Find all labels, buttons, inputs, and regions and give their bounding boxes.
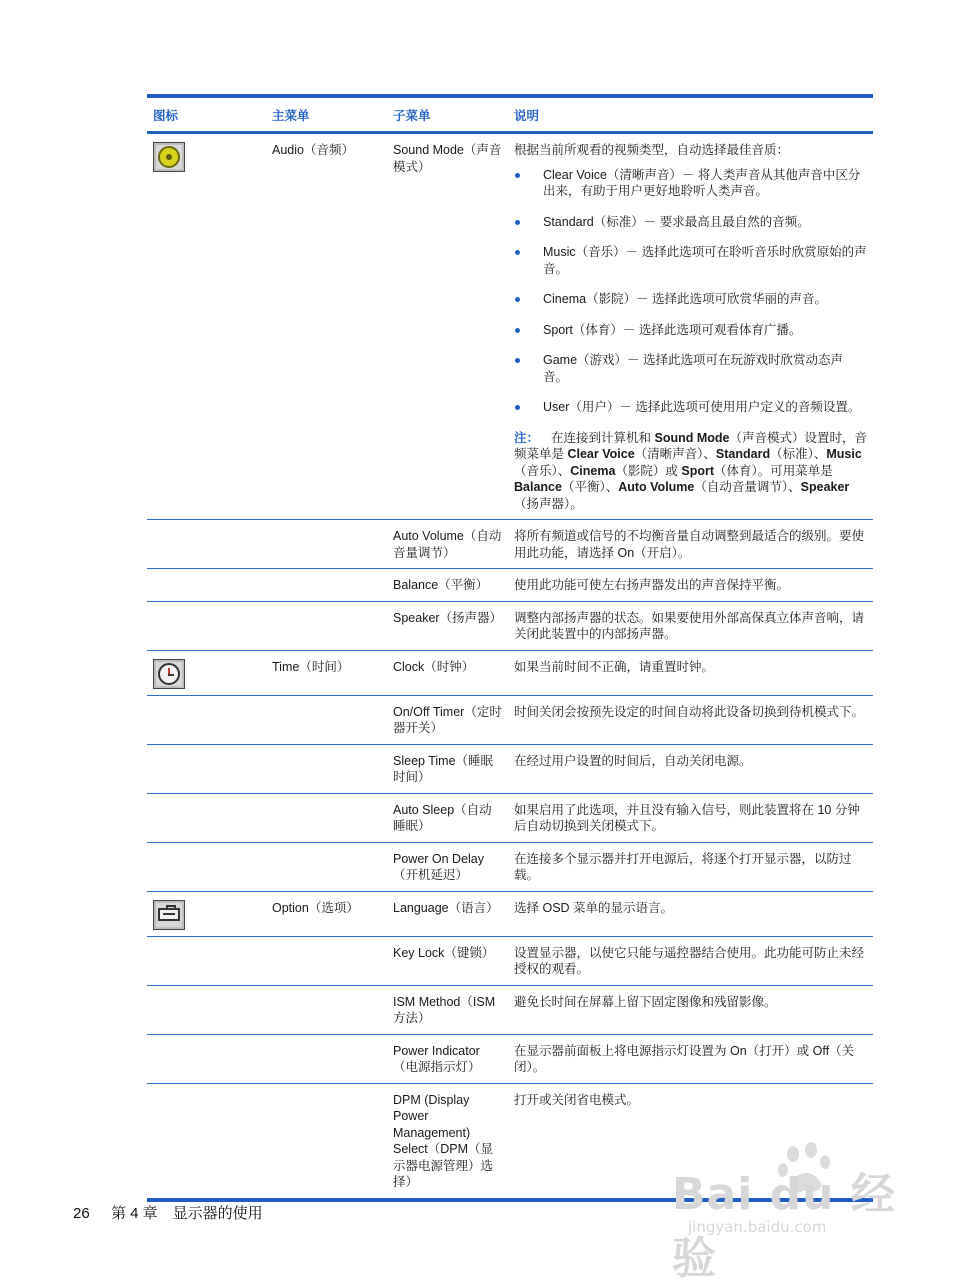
sub-menu-clock: Clock（时钟） xyxy=(387,650,508,695)
note-text: （平衡）、 xyxy=(561,480,619,494)
toolbox-icon xyxy=(153,900,185,930)
sub-menu-sound-mode: Sound Mode（声音模式） xyxy=(387,133,508,520)
description-cell: 调整内部扬声器的状态。如果要使用外部高保真立体声音响，请关闭此装置中的内部扬声器。 xyxy=(508,601,873,650)
table-row xyxy=(147,842,873,891)
baidu-watermark xyxy=(672,1140,912,1284)
clock-icon xyxy=(153,659,185,689)
note-text: （标准）、 xyxy=(770,447,827,461)
watermark-url: jingyan.baidu.com xyxy=(688,1218,827,1236)
note-bold: Standard xyxy=(715,447,771,461)
table-row xyxy=(147,520,873,569)
note-bold: Balance xyxy=(514,480,562,494)
sub-menu-on-off-timer: On/Off Timer（定时器开关） xyxy=(387,695,508,744)
page-number: 26 xyxy=(73,1205,90,1222)
page-footer xyxy=(73,1202,263,1223)
description-cell: 在连接多个显示器并打开电源后，将逐个打开显示器，以防过载。 xyxy=(508,842,873,891)
list-item: Cinema（影院）－ 选择此选项可欣赏华丽的声音。 xyxy=(514,291,867,308)
description-cell: 将所有频道或信号的不均衡音量自动调整到最适合的级别。要使用此功能，请选择 On（开启）。 xyxy=(508,520,873,569)
sub-menu-auto-sleep: Auto Sleep（自动睡眠） xyxy=(387,793,508,842)
table-row xyxy=(147,744,873,793)
list-item: Clear Voice（清晰声音）－ 将人类声音从其他声音中区分出来，有助于用户更好地聆听人类声音。 xyxy=(514,167,867,200)
header-sub-menu: 子菜单 xyxy=(387,98,508,133)
list-item: Sport（体育）－ 选择此选项可观看体育广播。 xyxy=(514,322,867,339)
description-cell: 使用此功能可使左右扬声器发出的声音保持平衡。 xyxy=(508,569,873,602)
main-menu-option: Option（选项） xyxy=(266,891,387,936)
header-description: 说明 xyxy=(508,98,873,133)
note-bold: Auto Volume xyxy=(618,480,695,494)
table-row xyxy=(147,793,873,842)
sound-mode-note xyxy=(514,430,867,513)
chapter-title: 第 4 章 显示器的使用 xyxy=(111,1205,263,1222)
description-cell: 打开或关闭省电模式。 xyxy=(508,1083,873,1200)
list-item: User（用户）－ 选择此选项可使用用户定义的音频设置。 xyxy=(514,399,867,416)
note-text: （影院）或 xyxy=(615,463,682,478)
table-row xyxy=(147,133,873,520)
sound-mode-options xyxy=(514,167,867,416)
description-cell: 避免长时间在屏幕上留下固定图像和残留影像。 xyxy=(508,985,873,1034)
note-text: （体育）。可用菜单是 xyxy=(714,463,833,478)
table-row xyxy=(147,985,873,1034)
note-text: （声音模式）设置时，音频菜单是 xyxy=(514,430,868,461)
table-header-row xyxy=(147,98,873,133)
table-row xyxy=(147,936,873,985)
sub-menu-sleep-time: Sleep Time（睡眠时间） xyxy=(387,744,508,793)
note-text: （清晰声音）、 xyxy=(634,447,716,461)
icon-cell xyxy=(147,133,266,520)
header-main-menu: 主菜单 xyxy=(266,98,387,133)
note-label: 注： xyxy=(514,430,540,445)
icon-cell xyxy=(147,650,266,695)
note-bold: Sound Mode xyxy=(654,430,730,445)
table-row xyxy=(147,650,873,695)
main-menu-time: Time（时间） xyxy=(266,650,387,695)
table-row xyxy=(147,569,873,602)
sound-mode-intro: 根据当前所观看的视频类型，自动选择最佳音质： xyxy=(514,143,790,157)
list-item: Standard（标准）－ 要求最高且最自然的音频。 xyxy=(514,214,867,231)
note-text: 在连接到计算机和 xyxy=(551,430,655,445)
sub-menu-power-indicator: Power Indicator（电源指示灯） xyxy=(387,1034,508,1083)
sub-menu-ism-method: ISM Method（ISM 方法） xyxy=(387,985,508,1034)
note-bold: Clear Voice xyxy=(567,447,635,461)
list-item: Game（游戏）－ 选择此选项可在玩游戏时欣赏动态声音。 xyxy=(514,352,867,385)
description-cell xyxy=(508,133,873,520)
description-cell: 在显示器前面板上将电源指示灯设置为 On（打开）或 Off（关闭）。 xyxy=(508,1034,873,1083)
description-cell: 如果启用了此选项，并且没有输入信号，则此装置将在 10 分钟后自动切换到关闭模式下。 xyxy=(508,793,873,842)
description-cell: 选择 OSD 菜单的显示语言。 xyxy=(508,891,873,936)
table-row xyxy=(147,695,873,744)
icon-cell xyxy=(147,891,266,936)
note-text: （扬声器）。 xyxy=(514,496,583,511)
sub-menu-speaker: Speaker（扬声器） xyxy=(387,601,508,650)
main-menu-audio: Audio（音频） xyxy=(266,133,387,520)
table-row xyxy=(147,891,873,936)
note-text: （音乐）、 xyxy=(514,463,571,478)
description-cell: 在经过用户设置的时间后，自动关闭电源。 xyxy=(508,744,873,793)
note-bold: Music xyxy=(826,447,862,461)
sub-menu-auto-volume: Auto Volume（自动音量调节） xyxy=(387,520,508,569)
sub-menu-language: Language（语言） xyxy=(387,891,508,936)
menu-table-container xyxy=(147,94,873,1202)
list-item: Music（音乐）－ 选择此选项可在聆听音乐时欣赏原始的声音。 xyxy=(514,244,867,277)
sub-menu-balance: Balance（平衡） xyxy=(387,569,508,602)
sub-menu-key-lock: Key Lock（键锁） xyxy=(387,936,508,985)
description-cell: 设置显示器，以使它只能与遥控器结合使用。此功能可防止未经授权的观看。 xyxy=(508,936,873,985)
description-cell: 如果当前时间不正确，请重置时钟。 xyxy=(508,650,873,695)
header-icon: 图标 xyxy=(147,98,266,133)
note-bold: Sport xyxy=(681,463,715,478)
sub-menu-dpm-select: DPM (Display Power Management) Select（DPM（显示器电源管理）选择） xyxy=(387,1083,508,1200)
table-row xyxy=(147,601,873,650)
note-bold: Speaker xyxy=(800,480,850,494)
sub-menu-power-on-delay: Power On Delay（开机延迟） xyxy=(387,842,508,891)
description-cell: 时间关闭会按预先设定的时间自动将此设备切换到待机模式下。 xyxy=(508,695,873,744)
osd-menu-table xyxy=(147,98,873,1202)
note-text: （自动音量调节）、 xyxy=(694,480,801,494)
watermark-logo-text: Bai du 经验 xyxy=(672,1169,896,1284)
note-bold: Cinema xyxy=(570,463,616,478)
table-row xyxy=(147,1034,873,1083)
speaker-icon xyxy=(153,142,185,172)
